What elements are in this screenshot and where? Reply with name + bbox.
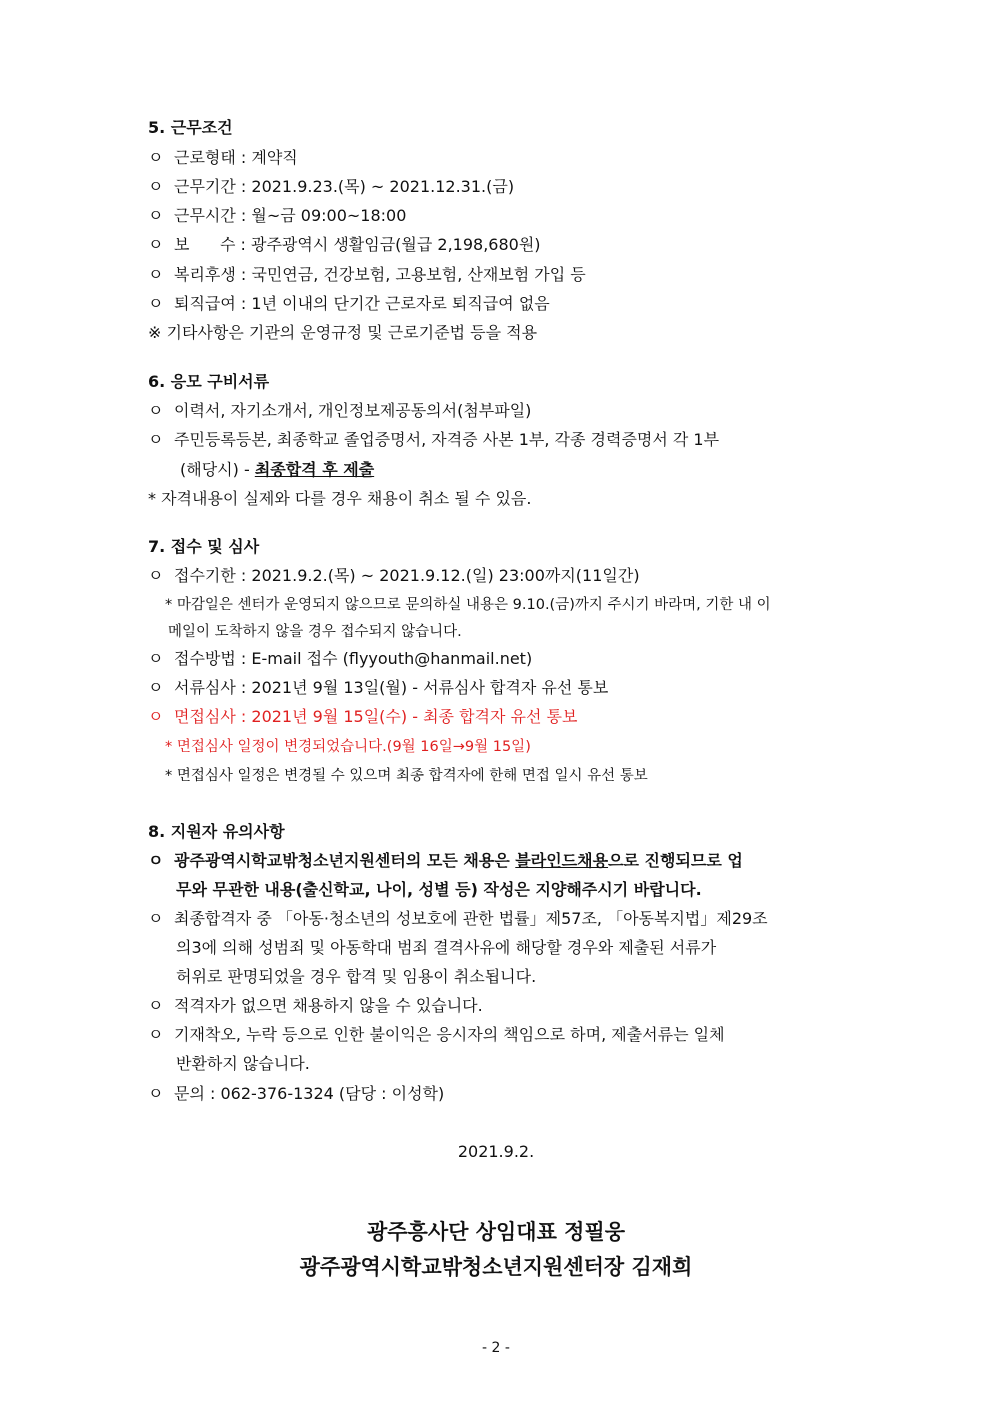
list-item: ㅇ 광주광역시학교밖청소년지원센터의 모든 채용은 블라인드채용으로 진행되므로 업 bbox=[148, 851, 743, 870]
list-item: ㅇ 근무시간 : 월~금 09:00~18:00 bbox=[148, 206, 407, 225]
signature-line-2: 광주광역시학교밖청소년지원센터장 김재희 bbox=[299, 1254, 693, 1279]
blind-hiring-text: 블라인드채용 bbox=[515, 851, 609, 870]
contact-item: ㅇ 문의 : 062-376-1324 (담당 : 이성학) bbox=[148, 1084, 445, 1103]
section-6-note: * 자격내용이 실제와 다를 경우 채용이 취소 될 수 있음. bbox=[148, 489, 532, 508]
section-5-note: ※ 기타사항은 기관의 운영규정 및 근로기준법 등을 적용 bbox=[148, 323, 538, 342]
submit-after-final-text: 최종합격 후 제출 bbox=[254, 460, 375, 479]
deadline-note-cont: 메일이 도착하지 않을 경우 접수되지 않습니다. bbox=[168, 624, 462, 640]
section-6-title: 6. 응모 구비서류 bbox=[148, 372, 270, 391]
list-item: ㅇ 접수방법 : E-mail 접수 (flyyouth@hanmail.net) bbox=[148, 649, 533, 668]
document-date: 2021.9.2. bbox=[457, 1142, 535, 1161]
list-item: ㅇ 접수기한 : 2021.9.2.(목) ~ 2021.9.12.(일) 23:00까지(11일간) bbox=[148, 566, 640, 585]
list-item: ㅇ 보 수 : 광주광역시 생활임금(월급 2,198,680원) bbox=[148, 235, 541, 254]
interview-note: * 면접심사 일정은 변경될 수 있으며 최종 합격자에 한해 면접 일시 유선 통보 bbox=[165, 768, 648, 784]
list-item-continuation: 반환하지 않습니다. bbox=[176, 1054, 310, 1073]
list-item: ㅇ 적격자가 없으면 채용하지 않을 수 있습니다. bbox=[148, 996, 483, 1015]
section-7-title: 7. 접수 및 심사 bbox=[148, 537, 260, 556]
section-8-title: 8. 지원자 유의사항 bbox=[148, 822, 285, 841]
signature-line-1: 광주흥사단 상임대표 정필웅 bbox=[366, 1219, 626, 1244]
list-item: ㅇ 이력서, 자기소개서, 개인정보제공동의서(첨부파일) bbox=[148, 401, 532, 420]
list-item: ㅇ 주민등록등본, 최종학교 졸업증명서, 자격증 사본 1부, 각종 경력증명서 각 1부 bbox=[148, 430, 720, 449]
list-item-continuation: (해당시) - 최종합격 후 제출 bbox=[180, 460, 375, 479]
deadline-note: * 마감일은 센터가 운영되지 않으므로 문의하실 내용은 9.10.(금)까지 주시기 바라며, 기한 내 이 bbox=[165, 597, 771, 613]
list-item: ㅇ 퇴직급여 : 1년 이내의 단기간 근로자로 퇴직급여 없음 bbox=[148, 294, 550, 313]
list-item-continuation: 무와 무관한 내용(출신학교, 나이, 성별 등) 작성은 지양해주시기 바랍니다. bbox=[176, 880, 702, 899]
list-item: ㅇ 서류심사 : 2021년 9월 13일(월) - 서류심사 합격자 유선 통보 bbox=[148, 678, 609, 697]
list-item-continuation: 의3에 의해 성범죄 및 아동학대 범죄 결격사유에 해당할 경우와 제출된 서류가 bbox=[176, 938, 717, 957]
interview-item: ㅇ 면접심사 : 2021년 9월 15일(수) - 최종 합격자 유선 통보 bbox=[148, 707, 578, 726]
page-number: - 2 - bbox=[482, 1340, 510, 1356]
email-address-text: 접수방법 : E-mail 접수 (flyyouth@hanmail.net) bbox=[174, 649, 533, 668]
list-item: ㅇ 근무기간 : 2021.9.23.(목) ~ 2021.12.31.(금) bbox=[148, 177, 515, 196]
section-5-title: 5. 근무조건 bbox=[148, 118, 233, 137]
list-item: ㅇ 기재착오, 누락 등으로 인한 불이익은 응시자의 책임으로 하며, 제출서류는 일체 bbox=[148, 1025, 725, 1044]
list-item-continuation: 허위로 판명되었을 경우 합격 및 임용이 취소됩니다. bbox=[176, 967, 537, 986]
list-item: ㅇ 근로형태 : 계약직 bbox=[148, 148, 298, 167]
list-item: ㅇ 최종합격자 중 「아동·청소년의 성보호에 관한 법률」제57조, 「아동복지법」제29조 bbox=[148, 909, 768, 928]
interview-change-note: * 면접심사 일정이 변경되었습니다.(9월 16일→9월 15일) bbox=[165, 739, 531, 755]
list-item: ㅇ 복리후생 : 국민연금, 건강보험, 고용보험, 산재보험 가입 등 bbox=[148, 265, 586, 284]
